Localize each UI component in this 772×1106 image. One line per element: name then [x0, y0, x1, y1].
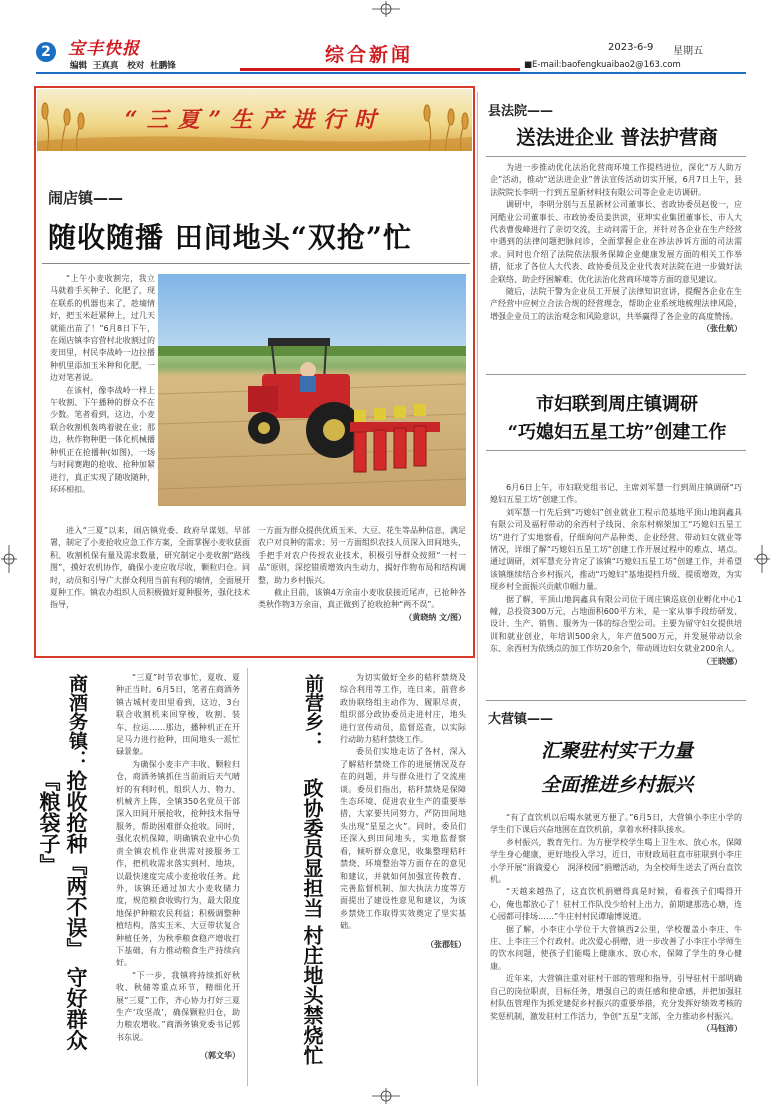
paragraph: “三夏”时节农事忙，夏收、夏种正当时。6月5日，笔者在商酒务镇古城村麦田里看到，这边，3台联合收割机来回穿梭，收割、装车、拉运……那边，播种机正在开足马力进行抢种，田间地头一派忙碌景象。 [116, 673, 240, 757]
issue-date: 2023-6-9 [608, 42, 654, 53]
harvest-banner [37, 89, 472, 151]
registration-mark-top [372, 1, 400, 17]
paragraph: 近年来，大营镇注重对驻村干部的管理和指导，引导驻村干部明确自己的岗位职责，目标任务，增强自己的责任感和使命感，并把加强驻村队伍管理作为抓党建促乡村振兴的重要举措，充分发挥好绩效考核的奖惩机制，激发驻村工作活力，争创“五星”支部，全力推动乡村振兴。 [490, 974, 742, 1021]
registration-mark-bottom [372, 1088, 400, 1104]
harvest-photo [158, 274, 466, 506]
article-headline-line1: 市妇联到周庄镇调研 [536, 394, 698, 415]
paragraph: “下一步，我镇将持续抓好秋收、秋储等重点环节，精细化开展“三夏”工作，齐心协力打好三夏生产‘攻坚战’，确保颗粒归仓，助力粮农增收。”商酒务镇党委书记郭书东说。 [116, 970, 240, 1042]
paragraph: 截止目前，该镇4万余亩小麦收获接近尾声，已抢种各类秋作物3万余亩，真正做到了抢收抢种“两不误”。 [258, 588, 466, 610]
section-rule [486, 374, 746, 375]
issue-weekday: 星期五 [673, 46, 703, 57]
article-body-col3 [258, 525, 466, 624]
section-title: 综合新闻 [325, 44, 414, 66]
paragraph: 为确保小麦丰产丰收、颗粒归仓，商酒务镇抓住当前雨后天气晴好的有利时机，组织人力、物力、机械齐上阵，全镇350名党员干部深入田间开展抢收，抢种技术指导服务，帮助困难群众抢收。同时，强化农机保障，明确镇农业中心负责全镇农机作业供需对接服务工作，把机收需求落实到村、地块，以最快速度完成小麦抢收任务。此外，该镇还通过加大小麦收储力度，规范粮食收购行为，最大限度地保护种粮农民利益；积极调整种植结构，落实玉米、大豆带状复合种植任务，为秋季粮食稳产增收打下基础，有力推动粮食生产持续向好。 [116, 759, 240, 968]
article-body [490, 482, 742, 668]
article-body-col1 [50, 273, 155, 496]
header-rule-accent [240, 68, 520, 71]
byline: （马钰沛） [702, 1023, 742, 1033]
article-headline-line2: 全面推进乡村振兴 [540, 774, 693, 796]
editor-credits: 编辑 王真真 校对 杜鹏锋 [70, 61, 176, 71]
paragraph: 一方面为群众提供优质玉米、大豆、花生等品种信息，满足农户对良种的需求；另一方面组织农技人员深入田间地头，手把手对农户传授农业技术，积极引导群众按照“一村一品”原则，深挖错质增效内生动力，揭好作物布局和结构调整，助力乡村振兴。 [258, 526, 466, 585]
banner-title: “三夏”生产进行时 [124, 107, 386, 133]
article-headline: 送法进企业 普法护营商 [516, 126, 718, 149]
tractor-seeder-illustration [158, 274, 466, 506]
paragraph: 进入“三夏”以来，闹店镇党委、政府早谋划、早部署，制定了小麦抢收应急工作方案，全面掌握小麦收获面积、收割机保有量及需求数量，研究制定小麦收割“路线图”，摸好农机协作，确保小麦应收尽收，颗粒归仓。同时，动员和引导广大群众利用当前有利的墒情，全面展开夏种工作。镇农办组织人员积极做好夏种服务，强化技术指导， [50, 526, 250, 610]
article-body [340, 672, 466, 951]
article-body-col2 [50, 525, 250, 612]
masthead: 宝丰快报 [68, 39, 140, 59]
byline: （黄晓纳 文/图） [404, 612, 466, 622]
article-vertical-headline: 政协委员显担当 村庄地头禁烧忙 [300, 778, 324, 1065]
paragraph: 在该村，像李战岭一样上午收割、下午播种的群众不在少数。笔者看到，这边，小麦联合收割机轰鸣着驶在业；那边，秋作物种肥一体化机械播种机正在抢播种(如图)，一场与时间赛跑的抢收、抢种加紧进行，真正实现了随收随种，环环相扣。 [50, 385, 155, 494]
paragraph: “上午小麦收割完，我立马就着手买种子、化肥了，现在联系的机器也来了，趁墒情好，把玉米赶紧种上，过几天就能出苗了！”6月8日下午，在闹店镇李官营村北收割过的麦田里，村民李战岭一边拉播种机里添加玉米种和化肥，一边对笔者说。 [50, 274, 155, 383]
byline: （张郡钰） [426, 939, 466, 949]
paragraph: 调研中，李明分别与五星新材公司董事长、省政协委员赵俊一，应河酷业公司董事长、市政协委员姜洪滨，亚坤实业集团董事长、市人大代表曹俊峰进行了亲切交流，主动问需于企，并针对各企业在生产经营中遇到的法律问题把脉问诊，全面掌握企业在涉法涉诉方面的司法需求。同时也介绍了法院依法服务保障企业健康发展方面的相关工作举措，征求了各位人大代表、政协委员及企业代表对法院在进一步做好法企联络、助企纾困解难、优化法治化营商环境等方面的意见建议。 [490, 200, 742, 284]
article-body [116, 672, 240, 1063]
headline-rule [42, 263, 470, 264]
article-body [490, 812, 742, 1035]
article-kicker: 闹店镇—— [48, 189, 124, 207]
article-headline-line2: “巧媳妇五星工坊”创建工作 [507, 422, 727, 443]
page-number-badge: 2 [36, 42, 56, 62]
headline-rule [486, 450, 746, 451]
article-vertical-headline: 抢收抢种『两不误』 守好群众『粮袋子』 [37, 770, 89, 1051]
paragraph: 委员们实地走访了各村，深入了解秸秆禁烧工作的进展情况及存在的问题，并与群众进行了交流座谈。委员们指出，秸秆禁烧是保障生态环境、促进农业生产的重要举措，大家要共同努力，严防田间地头出现“星星之火”。同时，委员们还深入到田间地头，实地监督察看，倾听群众意见，收集整理秸秆禁烧、环境整治等方面存在的意见和建议，并就如何加强宣传教育、完善监督机制、加大执法力度等方面提出了建设性意见和建议，为该乡禁烧工作取得实效奠定了坚实基础。 [340, 747, 466, 931]
paragraph: 为切实做好全乡的秸秆禁烧及综合利用等工作，连日来，前营乡政协联络组主动作为、履职尽责，组织部分政协委员走进村庄，地头进行宣传动员，监督巡查，以实际行动助力秸秆禁烧工作。 [340, 673, 466, 745]
article-vertical-title: 前营乡： [302, 674, 324, 750]
headline-rule [486, 156, 746, 157]
registration-mark-left [1, 545, 17, 573]
column-divider [247, 668, 248, 1086]
article-kicker: 大营镇—— [488, 712, 554, 727]
byline: （张仕航） [702, 324, 742, 334]
article-vertical-title: 商酒务镇： [66, 674, 88, 769]
byline: （郭文华） [200, 1051, 240, 1061]
article-body [490, 162, 742, 336]
contact-email: ■E-mail:baofengkuaibao2@163.com [524, 60, 681, 70]
paragraph: “有了直饮机以后喝水就更方便了。”6月5日，大营镇小李庄小学的学生们下课后兴奋地围在直饮机前，拿着水杯排队接水。 [490, 813, 742, 835]
header-rule [36, 72, 746, 74]
section-rule [486, 700, 746, 701]
paragraph: 据了解，小李庄小学位于大营镇西2公里，学校覆盖小李庄、牛庄、上李庄三个行政村。此次爱心捐赠，进一步改善了小李庄小学师生的饮水问题，使孩子们能喝上健康水、放心水，保障了学生的身心健康。 [490, 924, 742, 971]
article-headline-line1: 汇聚驻村实干力量 [540, 740, 693, 762]
paragraph: 为进一步推动优化法治化营商环境工作提档进位，深化“万人助万企”活动，推动“送法进企业”普法宣传活动切实开展，6月7日上午，县法院院长李明一行到五星新材料技有限公司等企业走访调研。 [490, 163, 742, 197]
paragraph: 据了解，平顶山地润鑫具有限公司位于周庄镇巡底创业孵化中心1幢，总投资300万元，占地面积600平方米，是一家从事手段纺研发、设计、生产、销售、服务为一体的综合型公司。主要为留守妇女提供培训和就业创业，年培训500余人，年产值500万元，并发展带动以余东、余西村为依绣点的加工作坊20余个，带动周边妇女就业200余人。 [490, 594, 742, 654]
paragraph: 随后，法院干警为企业员工开展了法律知识宣讲，提醒各企业在生产经营中应树立合法合规的经营理念，帮助企业系统地梳理法律风险，增强企业员工的法治观念和风险意识，共举赢得了各企业的高度赞扬。 [490, 287, 742, 321]
paragraph: 乡村振兴，教育先行。为方便学校学生喝上卫生水、放心水，保障学生身心健康，更好地投入学习，近日，市财政局驻直市驻联到小李庄小学开展“涓滴爱心 润泽校园”捐赠活动，为全校师生送去了两台直饮机。 [490, 837, 742, 885]
article-kicker: 县法院—— [488, 104, 554, 119]
byline: （王晓娜） [702, 656, 742, 666]
registration-mark-right [754, 545, 770, 573]
column-divider [477, 92, 478, 1086]
paragraph: 6月6日上午，市妇联党组书记、主席刘军慧一行到周庄镇调研“巧媳妇五星工坊”创建工作。 [490, 483, 742, 505]
article-headline: 随收随播 田间地头“双抢”忙 [48, 221, 412, 254]
paragraph: “天越来越热了，这直饮机捐赠得真是时候，看着孩子们喝得开心，俺也都放心了！驻村工作队没少给村上出力，前期建那选心塘，连心园都可排场……”牛庄村村民谭瑜博说道。 [490, 887, 742, 922]
paragraph: 刘军慧一行先后到“巧媳妇”创业就业工程示范基地平顶山地润鑫具有限公司及福籽带动的余西村子线岗、余东村棉架加工“巧媳妇五星工坊”进行了实地察看，仔细询问产品种类、企业经营、带动妇女就业等情况，详细了解“巧媳妇五星工坊”创建工作开展过程中的难点、堵点。通过调研，刘军慧充分肯定了该镇“巧媳妇五星工坊”创建工作，并希望该镇继续结合乡村振兴，推动“巧媳妇”基地提档升级、提质增效，为实现乡村全面振兴贡献巾帼力量。 [490, 507, 742, 592]
